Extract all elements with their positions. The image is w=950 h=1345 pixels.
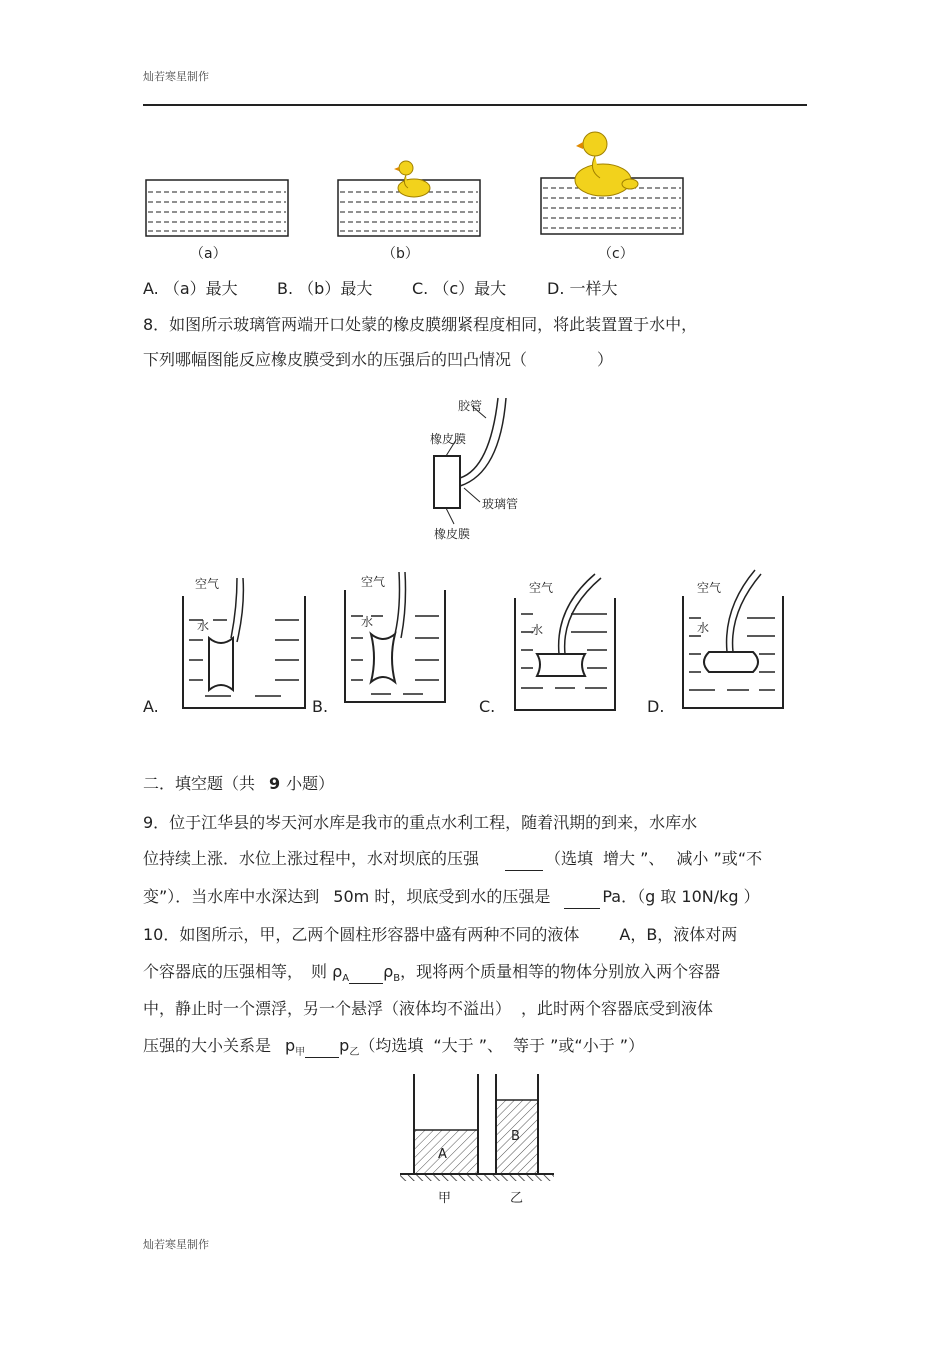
tank-a-label: （a） — [190, 246, 227, 262]
q7-option-b[interactable]: B. （b）最大 — [277, 279, 373, 298]
q10-line-1: 10．如图所示，甲，乙两个圆柱形容器中盛有两种不同的液体 A，B，液体对两 — [143, 925, 738, 944]
q9-blank-2[interactable] — [564, 886, 600, 909]
option-c-figure — [515, 574, 615, 710]
container-jia-label: 甲 — [438, 1191, 452, 1206]
page-footer: 灿若寒星制作 — [143, 1238, 209, 1251]
tank-c-label: （c） — [598, 246, 634, 262]
svg-text:水: 水 — [197, 619, 210, 633]
q10-blank-2[interactable] — [305, 1035, 339, 1058]
q10-line-3: 中，静止时一个漂浮，另一个悬浮（液体均不溢出） ，此时两个容器底受到液体 — [143, 999, 714, 1018]
section-2-heading: 二．填空题（共 9 小题） — [143, 774, 335, 793]
label-glass-tube: 玻璃管 — [482, 497, 519, 511]
small-duck-icon — [394, 161, 430, 197]
q8-option-a[interactable]: A. — [143, 697, 159, 716]
svg-text:空气: 空气 — [361, 575, 386, 589]
large-duck-icon — [575, 132, 638, 196]
q7-tanks-figure — [140, 122, 690, 262]
container-yi-label: 乙 — [510, 1191, 524, 1206]
q8-option-d[interactable]: D. — [647, 697, 665, 716]
q8-line-1: 8．如图所示玻璃管两端开口处蒙的橡皮膜绷紧程度相同，将此装置置于水中， — [143, 315, 698, 334]
q8-device-figure — [420, 388, 540, 543]
q7-option-c[interactable]: C. （c）最大 — [412, 279, 507, 298]
option-d-figure — [683, 570, 783, 708]
q10-blank-1[interactable] — [349, 961, 383, 984]
header-rule — [143, 104, 807, 106]
q8-line-2: 下列哪幅图能反应橡皮膜受到水的压强后的凹凸情况（ ） — [143, 350, 614, 369]
q8-option-c[interactable]: C. — [479, 697, 496, 716]
q10-line-4: 压强的大小关系是 $p_甲$ $p_乙$（均选填 “大于 ”、 等于 ”或“小于 ”） — [143, 1036, 645, 1059]
q8-options-figure — [175, 568, 815, 718]
tank-b-label: （b） — [382, 246, 419, 262]
q9-blank-1[interactable] — [505, 848, 543, 871]
svg-text:空气: 空气 — [195, 577, 220, 591]
q9-line-3: 变”）．当水库中水深达到 50m 时，坝底受到水的压强是 Pa．（g 取 10N/kg ） — [143, 886, 760, 909]
tank-a — [146, 180, 288, 236]
label-tube: 胶管 — [458, 399, 483, 413]
label-membrane-top: 橡皮膜 — [430, 432, 467, 446]
tank-b — [338, 161, 480, 236]
q9-line-2: 位持续上涨．水位上涨过程中，水对坝底的压强 （选填 增大 ”、 减小 ”或“不 — [143, 848, 762, 871]
q9-line-1: 9．位于江华县的岑天河水库是我市的重点水利工程，随着汛期的到来，水库水 — [143, 813, 698, 832]
svg-text:水: 水 — [361, 615, 374, 629]
label-membrane-bottom: 橡皮膜 — [434, 527, 471, 541]
option-a-figure — [183, 576, 305, 708]
svg-text:水: 水 — [531, 623, 544, 637]
svg-text:水: 水 — [697, 621, 710, 635]
q10-line-2: 个容器底的压强相等， 则 $\rho_A$ $\rho_B$，现将两个质量相等的物体分别放入两个容器 — [143, 962, 721, 985]
liquid-a-label: A — [438, 1147, 447, 1162]
option-b-figure — [345, 572, 445, 702]
tank-c — [541, 132, 683, 234]
svg-text:空气: 空气 — [529, 581, 554, 595]
q7-option-a[interactable]: A. （a）最大 — [143, 279, 238, 298]
q10-containers-figure — [398, 1072, 558, 1208]
liquid-b-label: B — [511, 1129, 520, 1144]
q8-option-b[interactable]: B. — [312, 697, 329, 716]
page-header: 灿若寒星制作 — [143, 70, 209, 83]
svg-text:空气: 空气 — [697, 581, 722, 595]
q7-option-d[interactable]: D. 一样大 — [547, 279, 618, 298]
